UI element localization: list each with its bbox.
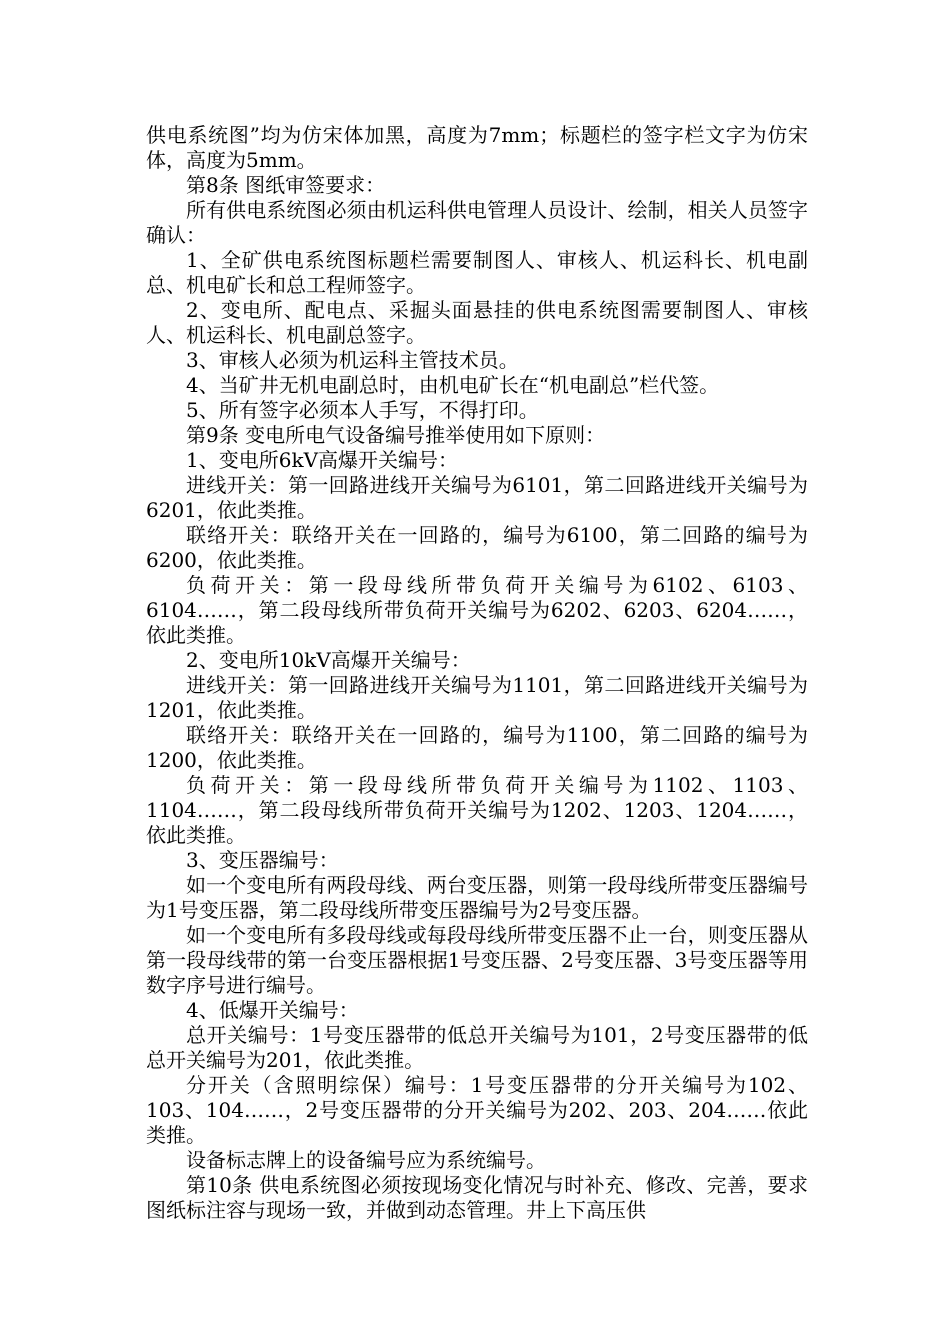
- list-item: 2、变电所10kV高爆开关编号：: [186, 648, 471, 672]
- paragraph: 负荷开关：第一段母线所带负荷开关编号为6102、6103、6104……，第二段母线所带负荷开关编号为6202、6203、6204……，依此类推。: [146, 573, 808, 647]
- document-body: [146, 123, 808, 1223]
- list-item: 4、当矿井无机电副总时，由机电矿长在“机电副总”栏代签。: [186, 373, 720, 397]
- article-10-paragraph: 第10条 供电系统图必须按现场变化情况与时补充、修改、完善，要求图纸标注容与现场一致，并做到动态管理。井上下高压供: [146, 1173, 808, 1222]
- paragraph: 供电系统图”均为仿宋体加黑，高度为7mm；标题栏的签字栏文字为仿宋体，高度为5mm。: [146, 123, 808, 172]
- paragraph: 如一个变电所有多段母线或每段母线所带变压器不止一台，则变压器从第一段母线带的第一台变压器根据1号变压器、2号变压器、3号变压器等用数字序号进行编号。: [146, 923, 808, 997]
- paragraph: 所有供电系统图必须由机运科供电管理人员设计、绘制，相关人员签字确认：: [146, 198, 808, 247]
- list-item: 4、低爆开关编号：: [186, 998, 359, 1022]
- list-item: 3、审核人必须为机运科主管技术员。: [186, 348, 519, 372]
- list-item: 1、全矿供电系统图标题栏需要制图人、审核人、机运科长、机电副总、机电矿长和总工程师签字。: [146, 248, 808, 297]
- paragraph: 联络开关：联络开关在一回路的，编号为1100，第二回路的编号为1200，依此类推。: [146, 723, 808, 772]
- list-item: 5、所有签字必须本人手写，不得打印。: [186, 398, 539, 422]
- paragraph: 总开关编号：1号变压器带的低总开关编号为101，2号变压器带的低总开关编号为201，依此类推。: [146, 1023, 808, 1072]
- paragraph: 如一个变电所有两段母线、两台变压器，则第一段母线所带变压器编号为1号变压器，第二段母线所带变压器编号为2号变压器。: [146, 873, 808, 922]
- paragraph: 进线开关：第一回路进线开关编号为1101，第二回路进线开关编号为1201，依此类推。: [146, 673, 808, 722]
- article-9-heading: 第9条 变电所电气设备编号推举使用如下原则：: [186, 423, 606, 447]
- list-item: 2、变电所、配电点、采掘头面悬挂的供电系统图需要制图人、审核人、机运科长、机电副总签字。: [146, 298, 808, 347]
- paragraph: 负荷开关：第一段母线所带负荷开关编号为1102、1103、1104……，第二段母线所带负荷开关编号为1202、1203、1204……，依此类推。: [146, 773, 808, 847]
- paragraph: 进线开关：第一回路进线开关编号为6101，第二回路进线开关编号为6201，依此类推。: [146, 473, 808, 522]
- paragraph: 设备标志牌上的设备编号应为系统编号。: [186, 1148, 546, 1172]
- paragraph: 联络开关：联络开关在一回路的，编号为6100，第二回路的编号为6200，依此类推。: [146, 523, 808, 572]
- list-item: 1、变电所6kV高爆开关编号：: [186, 448, 459, 472]
- list-item: 3、变压器编号：: [186, 848, 339, 872]
- paragraph: 分开关（含照明综保）编号：1号变压器带的分开关编号为102、103、104……，2号变压器带的分开关编号为202、203、204……依此类推。: [146, 1073, 808, 1147]
- article-8-heading: 第8条 图纸审签要求：: [186, 173, 386, 197]
